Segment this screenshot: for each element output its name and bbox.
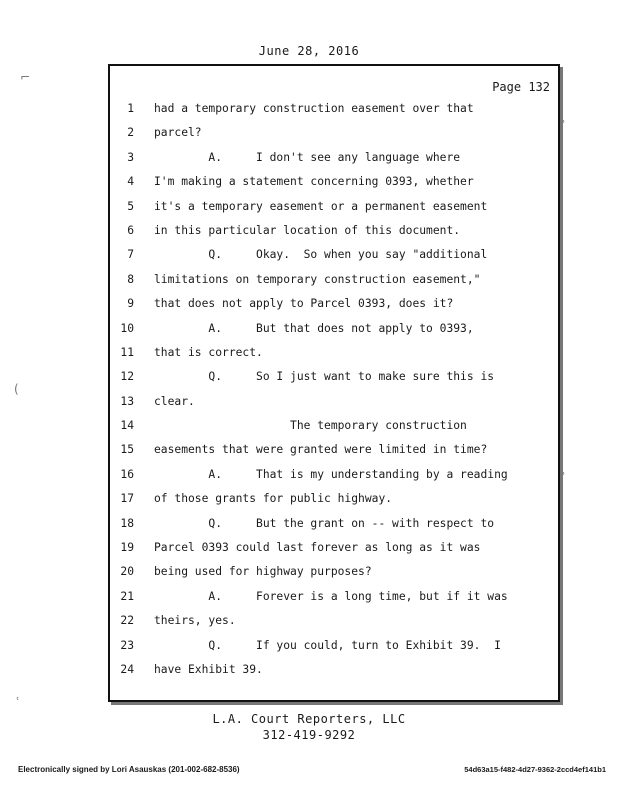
line-text: I'm making a statement concerning 0393, whether: [154, 175, 474, 189]
transcript-lines: [110, 100, 558, 685]
transcript-line: [110, 320, 558, 344]
line-number: 2: [127, 126, 134, 140]
line-number: 14: [120, 419, 134, 433]
transcript-line: [110, 588, 558, 612]
transcript-line: [110, 295, 558, 319]
line-number: 5: [127, 199, 134, 213]
transcript-line: [110, 417, 558, 441]
transcript-line: [110, 393, 558, 417]
scan-mark: (: [14, 382, 19, 396]
line-text: had a temporary construction easement over that: [154, 102, 474, 115]
scan-mark: ʾ: [562, 118, 566, 132]
transcript-line: [110, 441, 558, 465]
line-text: Q. But the grant on -- with respect to: [154, 516, 495, 530]
reporter-phone: 312-419-9292: [262, 728, 356, 742]
line-number: 21: [120, 589, 134, 603]
line-text: limitations on temporary construction easement,": [154, 272, 481, 286]
line-text: The temporary construction: [154, 419, 467, 433]
line-text: have Exhibit 39.: [154, 662, 263, 676]
line-text: A. But that does not apply to 0393,: [154, 321, 474, 335]
scan-mark: ʿ: [16, 695, 20, 709]
line-text: in this particular location of this document.: [154, 223, 461, 237]
line-text: that does not apply to Parcel 0393, does it?: [154, 297, 454, 311]
transcript-line: [110, 246, 558, 270]
line-text: A. I don't see any language where: [154, 150, 461, 164]
line-number: 4: [127, 175, 134, 189]
line-text: Q. If you could, turn to Exhibit 39. I: [154, 638, 501, 652]
line-text: easements that were granted were limited in time?: [154, 443, 488, 457]
line-number: 11: [120, 345, 134, 359]
line-number: 22: [120, 614, 134, 628]
transcript-line: [110, 612, 558, 636]
transcript-line: [110, 563, 558, 587]
line-text: A. Forever is a long time, but if it was: [154, 589, 508, 603]
page-number: Page 132: [492, 80, 550, 94]
electronic-signature-note: Electronically signed by Lori Asauskas (201-002-682-8536): [18, 765, 240, 774]
transcript-line: [110, 173, 558, 197]
line-number: 3: [127, 150, 134, 164]
line-number: 17: [120, 492, 134, 506]
line-text: Q. Okay. So when you say "additional: [154, 248, 488, 262]
line-number: 8: [127, 272, 134, 286]
line-text: A. That is my understanding by a reading: [154, 467, 508, 481]
transcript-line: [110, 661, 558, 685]
line-text: it's a temporary easement or a permanent easement: [154, 199, 488, 213]
transcript-line: [110, 368, 558, 392]
reporter-name: L.A. Court Reporters, LLC: [212, 712, 406, 726]
line-number: 10: [120, 321, 134, 335]
transcript-line: [110, 222, 558, 246]
transcript-line: [110, 539, 558, 563]
transcript-line: [110, 344, 558, 368]
transcript-line: [110, 100, 558, 124]
line-number: 19: [120, 541, 134, 555]
transcript-line: [110, 637, 558, 661]
transcript-date: June 28, 2016: [258, 44, 360, 58]
line-number: 20: [120, 565, 134, 579]
line-number: 9: [127, 297, 134, 311]
line-number: 18: [120, 516, 134, 530]
transcript-line: [110, 271, 558, 295]
transcript-line: [110, 490, 558, 514]
line-number: 6: [127, 223, 134, 237]
line-number: 7: [127, 248, 134, 262]
line-text: that is correct.: [154, 345, 263, 359]
transcript-line: [110, 198, 558, 222]
line-number: 12: [120, 370, 134, 384]
transcript-page: [108, 64, 560, 702]
line-text: theirs, yes.: [154, 614, 236, 628]
line-text: of those grants for public highway.: [154, 492, 393, 506]
line-number: 13: [120, 394, 134, 408]
transcript-line: [110, 149, 558, 173]
line-number: 24: [120, 662, 134, 676]
line-text: Q. So I just want to make sure this is: [154, 370, 495, 384]
scan-mark: ⌐: [20, 70, 31, 84]
transcript-line: [110, 515, 558, 539]
line-number: 23: [120, 638, 134, 652]
line-text: clear.: [154, 394, 195, 408]
transcript-line: [110, 124, 558, 148]
line-number: 1: [127, 102, 134, 115]
scan-mark: ʾ: [562, 470, 566, 484]
transcript-line: [110, 466, 558, 490]
line-number: 15: [120, 443, 134, 457]
line-text: Parcel 0393 could last forever as long as it was: [154, 541, 481, 555]
line-number: 16: [120, 467, 134, 481]
line-text: being used for highway purposes?: [154, 565, 372, 579]
document-hash: 54d63a15-f482-4d27-9362-2ccd4ef141b1: [464, 765, 606, 774]
line-text: parcel?: [154, 126, 202, 140]
